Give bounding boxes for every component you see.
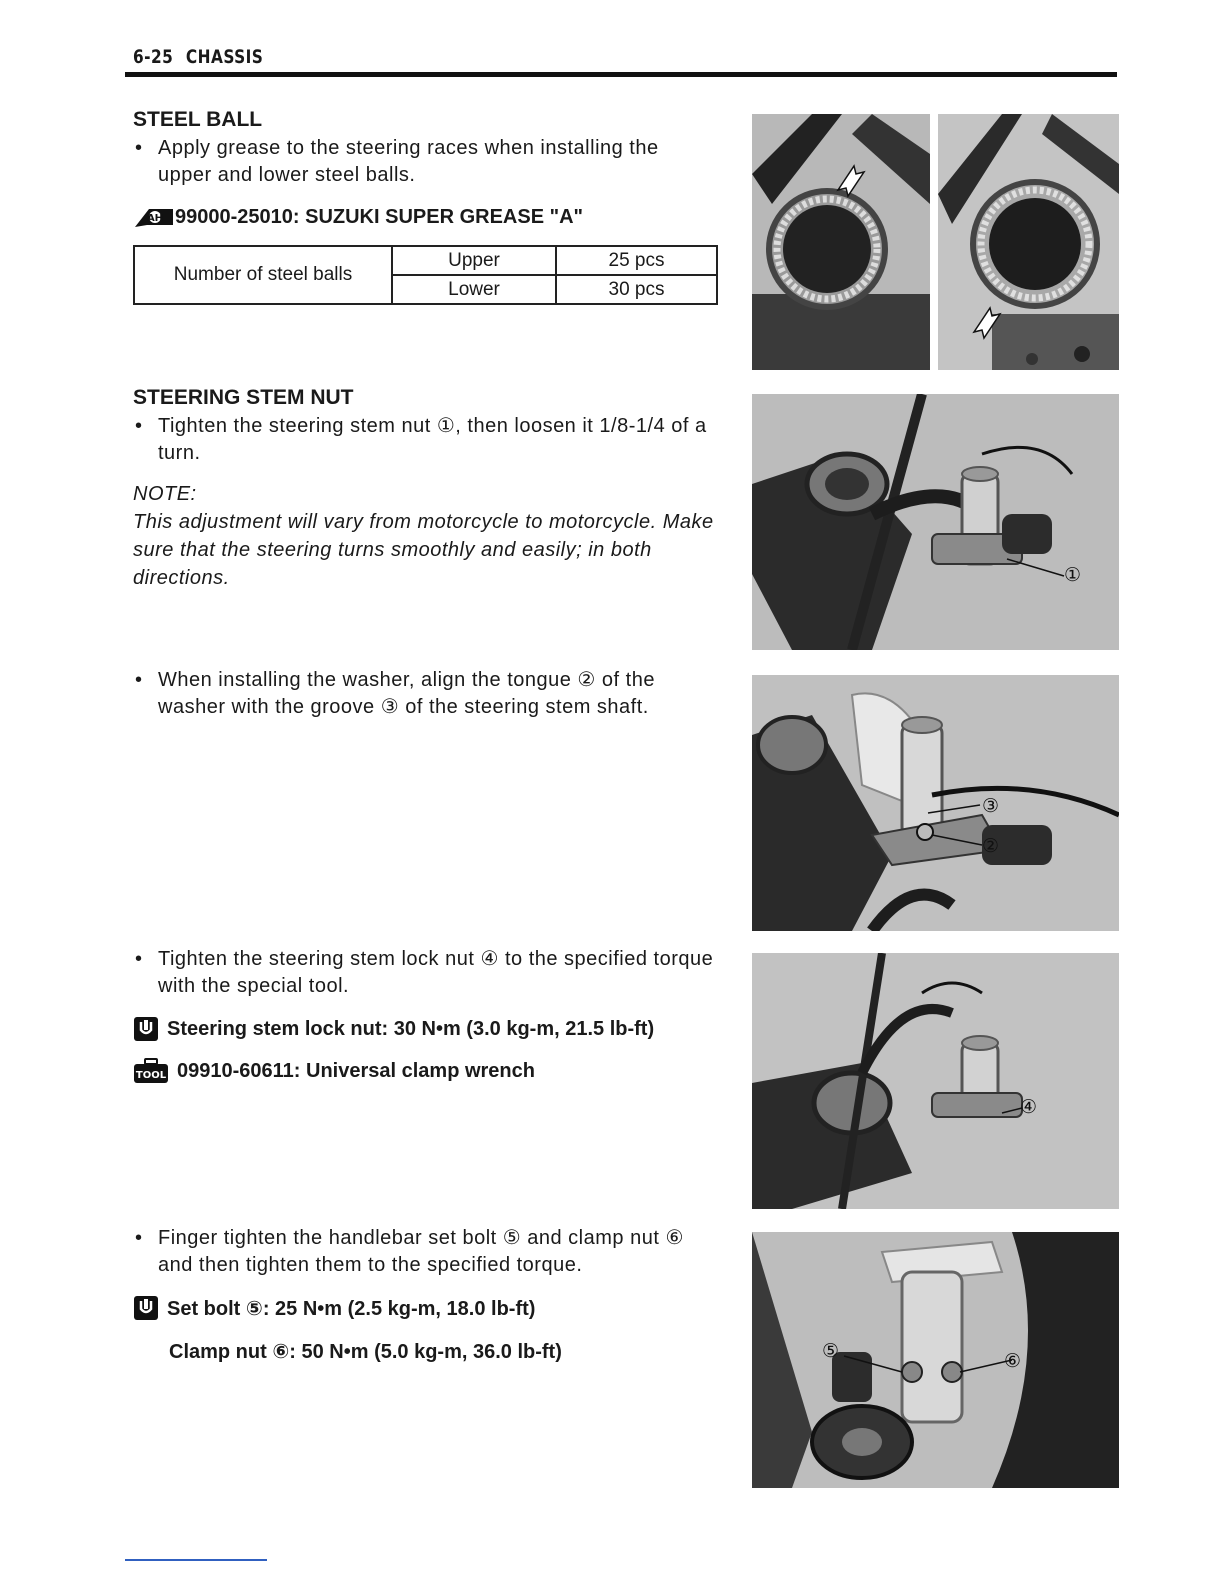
grease-icon-letter: AH xyxy=(146,213,164,224)
bullet: • xyxy=(135,669,143,691)
bullet: • xyxy=(135,137,143,159)
table-row xyxy=(134,246,717,275)
callout-3: ③ xyxy=(982,796,1000,817)
photo-handlebar xyxy=(752,1232,1119,1488)
photo-steel-balls xyxy=(752,114,1119,370)
photo-washer-image xyxy=(752,675,1119,931)
set-bolt-torque-text: Set bolt ⑤: 25 N•m (2.5 kg-m, 18.0 lb-ft) xyxy=(167,1297,536,1320)
washer-section xyxy=(133,667,718,721)
chapter-title: CHASSIS xyxy=(185,46,264,68)
bullet: • xyxy=(135,948,143,970)
grease-spec-text: 99000-25010: SUZUKI SUPER GREASE "A" xyxy=(175,205,583,228)
stem-nut-instruction: • Tighten the steering stem nut ①, then loosen it 1/8-1/4 of a turn. xyxy=(135,415,707,464)
stem-nut-section xyxy=(133,386,718,592)
lock-nut-torque-text: Steering stem lock nut: 30 N•m (3.0 kg-m, 21.5 lb-ft) xyxy=(167,1017,655,1040)
table-label-cell: Number of steel balls xyxy=(134,246,392,304)
table-cell-position: Upper xyxy=(392,246,556,275)
page-number: 6-25 xyxy=(133,46,174,68)
callout-4: ④ xyxy=(1020,1097,1038,1118)
header-rule xyxy=(125,72,1117,77)
photo-stem-nut xyxy=(752,394,1119,650)
grease-icon xyxy=(133,205,175,229)
clamp-nut-torque-text: Clamp nut ⑥: 50 N•m (5.0 kg-m, 36.0 lb-ft) xyxy=(169,1341,562,1363)
photo-steel-balls-image xyxy=(752,114,1119,370)
tool-icon-label: TOOL xyxy=(135,1070,167,1081)
page-header xyxy=(133,46,263,68)
washer-instruction: • When installing the washer, align the tongue ② of the washer with the groove ③ of the steering stem shaft. xyxy=(135,669,655,718)
set-bolt-torque xyxy=(133,1295,718,1321)
photo-lock-nut xyxy=(752,953,1119,1209)
callout-1: ① xyxy=(1064,565,1082,586)
section-title-steel-ball: STEEL BALL xyxy=(133,108,263,131)
photo-handlebar-image xyxy=(752,1232,1119,1488)
footer-line xyxy=(125,1559,267,1561)
callout-6: ⑥ xyxy=(1004,1351,1022,1372)
section-title-stem-nut: STEERING STEM NUT xyxy=(133,386,354,409)
handlebar-section xyxy=(133,1225,718,1364)
note-text: This adjustment will vary from motorcycle to motorcycle. Make sure that the steering turns smoothly and easily; in both directions. xyxy=(133,511,714,589)
special-tool-text: 09910-60611: Universal clamp wrench xyxy=(177,1059,535,1082)
bullet: • xyxy=(135,415,143,437)
steel-ball-instruction: • Apply grease to the steering races when installing the upper and lower steel balls. xyxy=(135,137,659,186)
clamp-nut-torque xyxy=(133,1339,718,1364)
tool-icon xyxy=(133,1058,169,1084)
table-cell-count: 25 pcs xyxy=(556,246,717,275)
torque-wrench-icon xyxy=(133,1016,159,1042)
table-cell-count: 30 pcs xyxy=(556,275,717,304)
lock-nut-section xyxy=(133,946,718,1084)
note-label: NOTE: xyxy=(133,483,197,505)
bullet: • xyxy=(135,1227,143,1249)
photo-stem-nut-image xyxy=(752,394,1119,650)
photo-washer xyxy=(752,675,1119,931)
lock-nut-instruction: • Tighten the steering stem lock nut ④ to the specified torque with the special tool. xyxy=(135,948,714,997)
special-tool xyxy=(133,1058,718,1084)
table-cell-position: Lower xyxy=(392,275,556,304)
torque-wrench-icon xyxy=(133,1295,159,1321)
grease-spec xyxy=(133,205,718,229)
handlebar-instruction: • Finger tighten the handlebar set bolt ⑤ and clamp nut ⑥ and then tighten them to the specified torque. xyxy=(135,1227,684,1276)
steel-ball-table xyxy=(133,245,718,305)
callout-5: ⑤ xyxy=(822,1341,840,1362)
lock-nut-torque xyxy=(133,1016,718,1042)
photo-lock-nut-image xyxy=(752,953,1119,1209)
steel-ball-section xyxy=(133,108,718,305)
callout-2: ② xyxy=(982,836,1000,857)
